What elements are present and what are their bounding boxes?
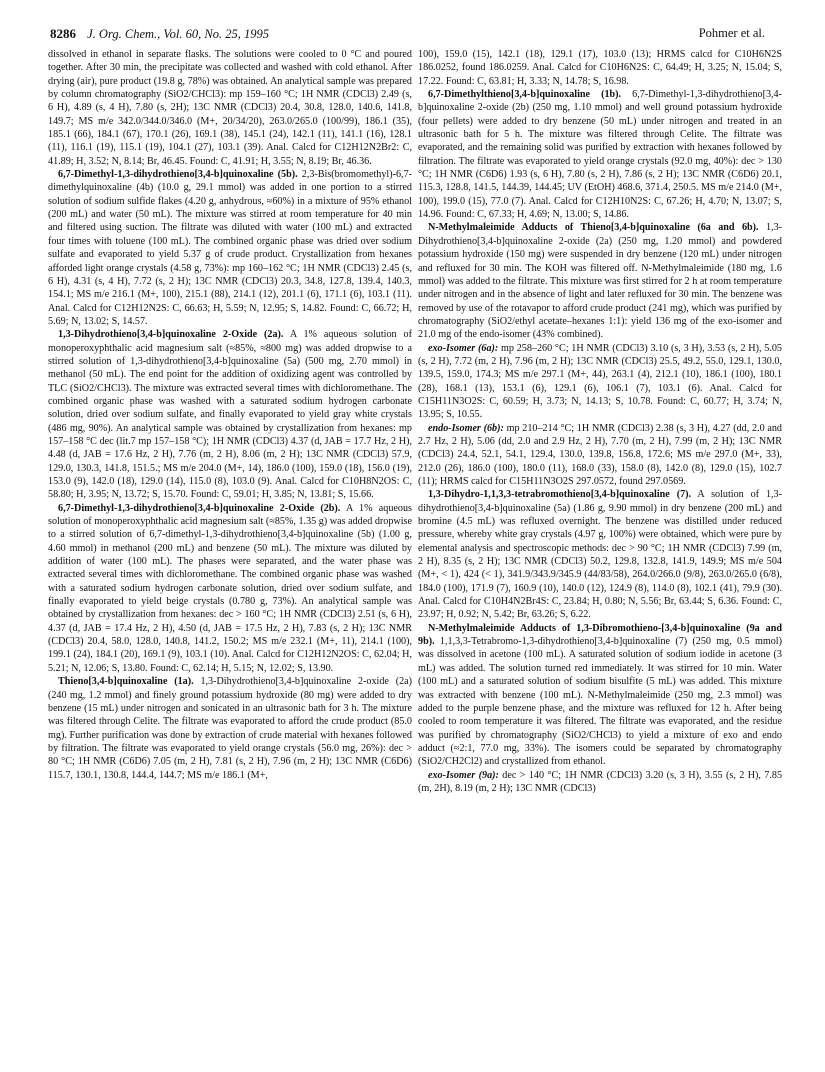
page-number: 8286 [50,26,76,41]
paragraph-text: 100), 159.0 (15), 142.1 (18), 129.1 (17), 103.0 (13); HRMS calcd for C10H6N2S 186.0252, found 186.0259. Anal. Calcd for C10H6N2S: C, 64.49; H, 3.25; N, 15.04; S, 17.22. Found: C, 63.81; H, 3.33; N, 14.78; S, 16.98. [418,49,782,87]
paragraph [48,675,412,782]
journal-citation [87,27,269,41]
running-header [50,26,765,48]
journal-issue-year: No. 25, 1995 [204,27,269,41]
paragraph [418,342,782,422]
journal-name: J. Org. Chem., [87,27,161,41]
paragraph-text: 1,3-Dihydrothieno[3,4-b]quinoxaline 2-oxide (2a) (250 mg, 1.20 mmol) and powdered potassium hydroxide (150 mg) were suspended in dry benzene (120 mL) under nitrogen and refluxed for 30 min. The KOH was filtered off. N-Methylmaleimide (180 mg, 1.6 mmol) was added to the filtrate. This mixture was first stirred for 2 h at room temperature under nitrogen and in the absence of light and later refluxed for 30 min. The benzene was removed by use of the rotavapor to afford crude product (241 mg), which was purified by chromatography (SiO2/ethyl acetate–hexanes 1:1): yield 136 mg of the exo-isomer and 21.0 mg of the endo-isomer (43% combined). [418,222,782,341]
paragraph-heading: exo-Isomer (6a): [428,342,499,354]
paragraph [48,502,412,675]
running-authors: Pohmer et al. [698,26,765,40]
paragraph-heading: exo-Isomer (9a): [428,769,499,781]
paragraph-heading: 1,3-Dihydro-1,1,3,3-tetrabromothieno[3,4-b]quinoxaline (7). [428,489,692,501]
paragraph [418,88,782,221]
paragraph-text: A 1% aqueous solution of monoperoxyphthalic acid magnesium salt (≈85%, ≈800 mg) was added dropwise to a stirred solution of 1,3-dihydrothieno[3,4-b]quinoxaline (5a) (500 mg, 2.70 mmol) in methanol (50 mL). The end point for the addition of oxidizing agent was controlled by TLC (SiO2/CHCl3). The mixture was extracted several times with dichloromethane. The combined organic phase was washed with a saturated sodium hydrogen carbonate solution, dried over sodium sulfate, and finally evaporated to yield gray white crystals (486 mg, 90%). An analytical sample was obtained by crystallization from hexanes: mp 157–158 °C dec (lit.7 mp 157–158 °C); 1H NMR (CDCl3) 4.37 (d, JAB = 17.7 Hz, 2 H), 4.48 (d, JAB = 17.6 Hz, 2 H), 7.76 (m, 2 H), 8.06 (m, 2 H); 13C NMR (CDCl3) 57.9, 129.0, 130.3, 141.8, 151.5.; MS m/e 204.0 (M+, 14), 186.0 (100), 159.0 (18), 156.0 (19), 153.0 (9), 142.0 (18), 129.0 (14), 115.0 (8), 103.0 (9). Anal. Calcd for C10H8N2OS: C, 58.80; H, 3.95; N, 13.72; S, 15.70. Found: C, 59.01; H, 3.85; N, 13.81; S, 15.66. [48,329,412,501]
paragraph [418,488,782,621]
paragraph [418,221,782,341]
paragraph-text: mp 210–214 °C; 1H NMR (CDCl3) 2.38 (s, 3 H), 4.27 (dd, 2.0 and 2.7 Hz, 2 H), 5.06 (dd, 2.0 and 2.9 Hz, 2 H), 7.70 (m, 2 H), 7.99 (m, 2 H); 13C NMR (CDCl3) 24.4, 52.1, 54.1, 129.4, 130.0, 139.8, 156.8, 172.6; MS m/e 297.0 (M+, 33), 212.0 (26), 186.0 (100), 180.0 (11), 168.0 (33), 158.0 (8), 142.0 (8), 129.0 (15), 102.7 (11); HRMS calcd for C15H11N3O2S 297.0572, found 297.0569. [418,422,782,487]
paragraph-text: mp 258–260 °C; 1H NMR (CDCl3) 3.10 (s, 3 H), 3.53 (s, 2 H), 5.05 (s, 2 H), 7.72 (m, 2 H), 7.96 (m, 2 H); 13C NMR (CDCl3) 25.5, 49.2, 55.0, 129.1, 130.0, 139.5, 159.0, 174.3; MS m/e 297.1 (M+, 44), 263.1 (4), 212.1 (10), 186.1 (100), 180.1 (28), 168.1 (13), 153.1 (6), 129.1 (6), 106.1 (7), 103.1 (6). Anal. Calcd for C15H11N3O2S: C, 60.59; H, 3.73; N, 14.13; S, 10.78. Found: C, 60.77; H, 3.74; N, 13.95; S, 10.55. [418,342,782,421]
paragraph-text: 1,1,3,3-Tetrabromo-1,3-dihydrothieno[3,4-b]quinoxaline (7) (250 mg, 0.5 mmol) was dissolved in acetone (100 mL). A saturated solution of sodium iodide in acetone (3 mL) was added. The solution turned red immediately. It was stirred for 10 min. Water (100 mL) and a saturated solution of sodium bisulfite (5 mL) was added. This mixture was extracted with benzene (100 mL). N-Methylmaleimide (250 mg, 2.3 mmol) was added to the purple benzene phase, and the mixture was refluxed for 12 h. After being cooled to room temperature it was filtered. The filtrate was evaporated, and the residue was purified by chromatography (SiO2/CHCl3) to yield a mixture of exo and endo adduct (≈2:1, 77.0 mg, 33%). The isomers could be separated by chromatography (SiO2/CH2Cl2) and crystallized from ethanol. [418,636,782,768]
paragraph [418,422,782,489]
paragraph-text: 2,3-Bis(bromomethyl)-6,7-dimethylquinoxaline (4b) (10.0 g, 29.1 mmol) was added in one portion to a stirred solution of sodium sulfide flakes (4.20 g, anhydrous, ≈60%) in a mixture of 95% ethanol (200 mL) and water (50 mL). The mixture was stirred at room temperature for 40 min and filtered using suction. The filtrate was diluted with water (100 mL) and extracted four times with toluene (100 mL). The combined organic phase was dried over sodium sulfate and evaporated to yield 5.37 g of crude product. Crystallization from hexanes afforded light orange crystals (4.58 g, 73%): mp 160–162 °C; 1H NMR (CDCl3) 2.45 (s, 6 H), 4.31 (s, 4 H), 7.72 (s, 2 H); 13C NMR (CDCl3) 20.3, 34.8, 127.8, 139.4, 140.3, 154.1; MS m/e 216.1 (M+, 100), 215.1 (88), 214.1 (12), 201.1 (6), 171.1 (6), 103.1 (11). Anal. Calcd for C12H12N2S: C, 66.63; H, 5.59; N, 12.95; S, 14.82. Found: C, 66.72; H, 5.69; N, 13.02; S, 14.57. [48,169,412,327]
paragraph-text: dissolved in ethanol in separate flasks. The solutions were cooled to 0 °C and poured together. After 30 min, the precipitate was collected and washed with cold ethanol. After drying (air), pure product (19.8 g, 78%) was obtained. An analytical sample was prepared by column chromatography (SiO2/CHCl3): mp 159–160 °C; 1H NMR (CDCl3) 2.49 (s, 6 H), 4.89 (s, 4 H), 7.80 (s, 2H); 13C NMR (CDCl3) 20.4, 30.8, 128.0, 140.6, 141.8, 149.7; MS m/e 342.0/344.0/346.0 (M+, 20/34/20), 263.0/265.0 (100/99), 186.1 (35), 185.1 (66), 184.1 (67), 170.1 (26), 169.1 (38), 145.1 (24), 142.1 (11), 141.1 (16), 128.1 (11), 116.1 (19), 115.1 (19), 104.1 (27), 103.1 (39). Anal. Calcd for C12H12N2Br2: C, 41.89; H, 3.52; N, 8.14; Br, 46.45. Found: C, 41.91; H, 3.55; N, 8.19; Br, 46.36. [48,49,412,167]
paragraph-text: A solution of 1,3-dihydrothieno[3,4-b]quinoxaline (5a) (1.86 g, 9.90 mmol) in dry benzene (200 mL) and bromine (4.5 mL) was refluxed overnight. The benzene was distilled under reduced pressure, whereby white gray crystals (4.97 g, 100%) were obtained, which were pure by elemental analysis and spectroscopic methods: dec > 90 °C; 1H NMR (CDCl3) 7.99 (m, 2 H), 8.35 (s, 2 H); 13C NMR (CDCl3) 50.2, 129.8, 132.8, 141.9, 149.9; MS m/e 504 (M+, < 1), 424 (< 1), 341.9/343.9/345.9 (44/83/58), 264.0/266.0 (9/8), 263.0/265.0 (6/8), 184.0 (100), 171.9 (7), 160.9 (10), 140.0 (12), 124.9 (8), 114.0 (8), 102.1 (41), 79.9 (30). Anal. Calcd for C10H4N2Br4S: C, 23.84; H, 0.80; N, 5.56; Br, 63.44; S, 6.36. Found: C, 23.97; H, 0.92; N, 5.42; Br, 63.26; S, 6.22. [418,489,782,621]
paragraph-heading: N-Methylmaleimide Adducts of 1,3-Dibromothieno-[3,4-b]quinoxaline (9a and 9b). [418,622,782,648]
paragraph-heading: Thieno[3,4-b]quinoxaline (1a). [58,676,194,688]
paragraph-heading: 6,7-Dimethylthieno[3,4-b]quinoxaline (1b). [428,89,622,101]
left-column [48,48,412,1058]
paragraph-text: A 1% aqueous solution of monoperoxyphthalic acid magnesium salt (≈85%, 1.35 g) was added dropwise to a stirred solution of 6,7-dimethyl-1,3-dihydrothieno[3,4-b]quinoxaline (5b) (1.00 g, 4.60 mmol) in methanol (200 mL) and benzene (50 mL). The mixture was diluted by addition of water (100 mL). The phases were separated, and the water phase was extracted several times with dichloromethane. The combined organic phase was washed with a saturated sodium hydrogen carbonate solution, dried over sodium sulfate, and finally evaporated to yield beige crystals (0.780 g, 73%). An analytical sample was obtained by crystallization from hexanes: dec > 160 °C; 1H NMR (CDCl3) 2.51 (s, 6 H), 4.37 (d, JAB = 17.4 Hz, 2 H), 4.50 (d, JAB = 17.5 Hz, 2 H), 7.83 (s, 2 H); 13C NMR (CDCl3) 20.4, 58.0, 128.0, 140.8, 141.2, 150.2; MS m/e 232.1 (M+, 11), 214.1 (100), 199.1 (24), 184.1 (20), 169.1 (9), 103.1 (10). Anal. Calcd for C12H12N2OS: C, 62.04; H, 5.21; N, 12.06; S, 13.80. Found: C, 62.14; H, 5.15; N, 12.02; S, 13.90. [48,502,412,674]
paragraph [48,48,412,168]
paragraph-text: dec > 140 °C; 1H NMR (CDCl3) 3.20 (s, 3 H), 3.55 (s, 2 H), 7.85 (m, 2H), 8.19 (m, 2 H); 13C NMR (CDCl3) [418,769,782,794]
right-column [418,48,782,1058]
paragraph-heading: endo-Isomer (6b): [428,422,504,434]
paragraph-heading: 6,7-Dimethyl-1,3-dihydrothieno[3,4-b]quinoxaline (5b). [58,169,298,181]
paragraph [48,328,412,501]
paragraph [48,168,412,328]
paragraph [418,769,782,796]
paragraph [418,48,782,88]
paragraph-text: 6,7-Dimethyl-1,3-dihydrothieno[3,4-b]quinoxaline 2-oxide (2b) (250 mg, 1.10 mmol) and well ground potassium hydroxide (four pellets) were added to dry benzene (50 mL) under nitrogen and treated in an ultrasonic bath for 5 h. The mixture was filtered through Celite. The filtrate was evaporated, and the remaining solid was purified by extraction with hexanes followed by filtration. The filtrate was evaporated to yield orange crystals (92.0 mg, 40%): dec > 130 °C; 1H NMR (C6D6) 1.93 (s, 6 H), 7.80 (s, 2 H), 7.86 (s, 2 H); 13C NMR (C6D6) 20.1, 115.3, 128.8, 141.5, 144.39, 144.45; UV (EtOH) 468.6, 371.4, 250.5. MS m/e 214.0 (M+, 100), 199.0 (15), 77.0 (7). Anal. Calcd for C12H10N2S: C, 67.26; H, 4.70; N, 13.07; S, 14.96. Found: C, 67.33; H, 4.69; N, 13.00; S, 14.86. [418,89,782,221]
paragraph [418,622,782,769]
journal-volume: Vol. 60, [163,27,202,41]
paragraph-heading: 1,3-Dihydrothieno[3,4-b]quinoxaline 2-Oxide (2a). [58,329,284,341]
paragraph-text: 1,3-Dihydrothieno[3,4-b]quinoxaline 2-oxide (2a) (240 mg, 1.2 mmol) and finely ground potassium hydroxide (80 mg) were added to dry benzene (15 mL) under nitrogen and sonicated in an ultrasonic bath for 3 h. The mixture was filtered through Celite. The filtrate was evaporated to afford the crude product (85.0 mg). Further purification was done by extraction of crude material with hexanes followed by filtration. The filtrate was evaporated to yield orange crystals (56.0 mg, 26%): dec > 80 °C; 1H NMR (C6D6) 7.05 (m, 2 H), 7.81 (s, 2 H), 7.96 (m, 2 H); 13C NMR (C6D6) 115.7, 130.1, 130.8, 144.4, 144.7; MS m/e 186.1 (M+, [48,676,412,781]
paragraph-heading: 6,7-Dimethyl-1,3-dihydrothieno[3,4-b]quinoxaline 2-Oxide (2b). [58,502,341,514]
paragraph-heading: N-Methylmaleimide Adducts of Thieno[3,4-b]quinoxaline (6a and 6b). [428,222,759,234]
